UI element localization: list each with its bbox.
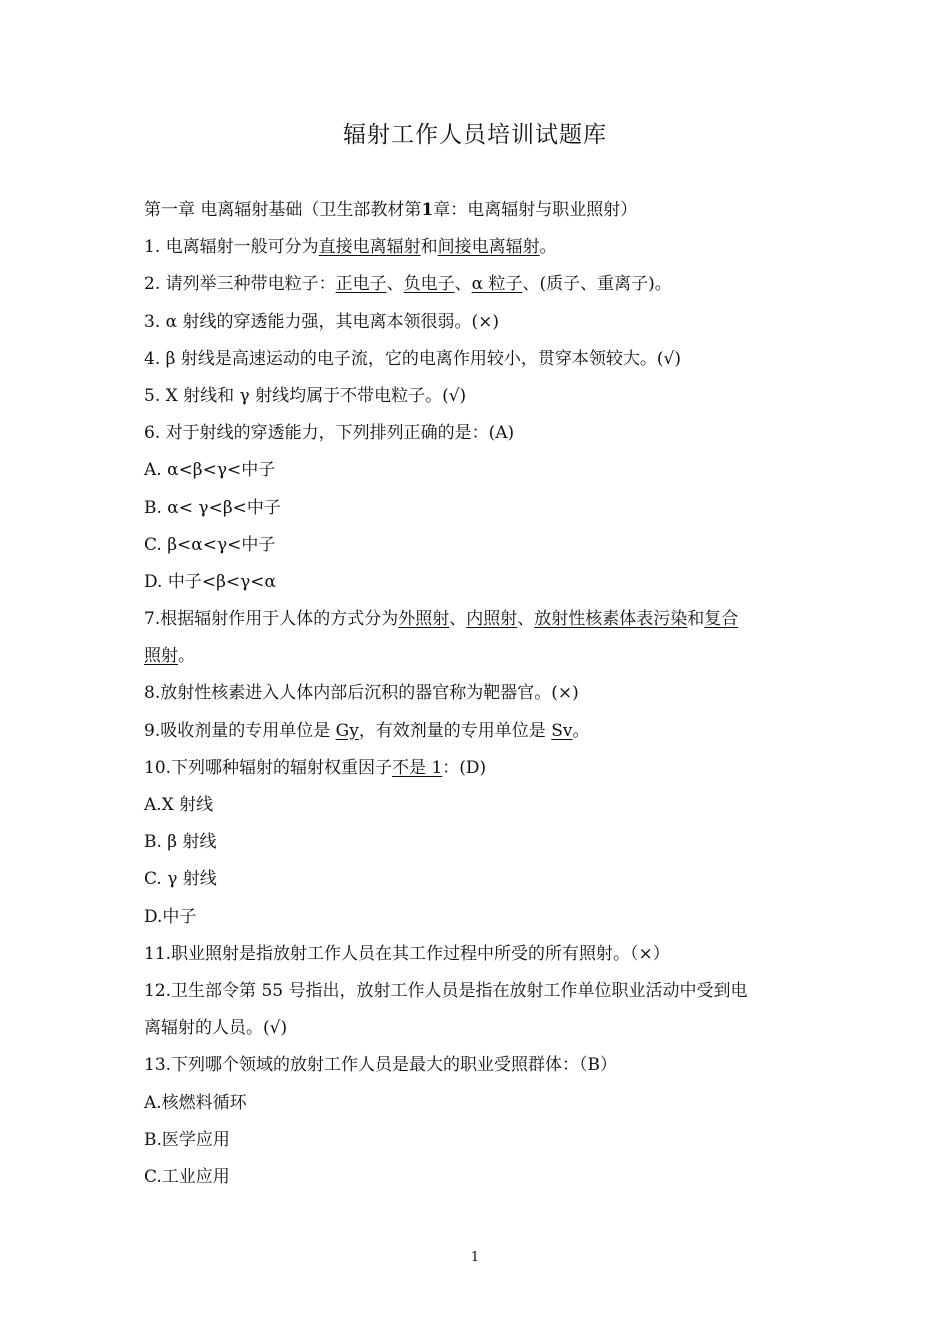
q1-answer-1: 直接电离辐射 <box>318 237 421 258</box>
q13-option-a: A.核燃料循环 <box>144 1092 247 1113</box>
q10-option-c: C. γ 射线 <box>144 869 217 890</box>
q2-answer-3: α 粒子 <box>471 274 523 295</box>
q2-sep-1: 、 <box>386 274 404 295</box>
q1-answer-2: 间接电离辐射 <box>437 237 540 258</box>
q7-sep-1: 、 <box>449 609 467 630</box>
q9-text-2: ，有效剂量的专用单位是 <box>358 720 552 741</box>
q7-answer-3: 放射性核素体表污染 <box>534 609 688 630</box>
q1-end: 。 <box>539 237 557 258</box>
chapter-number: 1 <box>421 200 434 220</box>
chapter-heading <box>144 192 810 229</box>
question-8: 8.放射性核素进入人体内部后沉积的器官称为靶器官。(×) <box>144 683 579 704</box>
question-7-cont <box>144 638 810 675</box>
q2-sep-2: 、 <box>454 274 472 295</box>
q10-option-d: D.中子 <box>144 906 197 927</box>
question-4: 4. β 射线是高速运动的电子流，它的电离作用较小，贯穿本领较大。(√) <box>144 348 681 369</box>
q10-underlined: 不是 1 <box>392 757 443 778</box>
chapter-prefix: 第一章 电离辐射基础（卫生部教材第 <box>144 200 422 220</box>
q7-answer-2: 内照射 <box>466 609 518 630</box>
question-11: 11.职业照射是指放射工作人员在其工作过程中所受的所有照射。（×） <box>144 943 670 964</box>
q6-option-b: B. α< γ<β<中子 <box>144 497 281 518</box>
q9-answer-2: Sv <box>551 720 573 741</box>
q7-answer-1: 外照射 <box>398 609 450 630</box>
question-12: 12.卫生部令第 55 号指出，放射工作人员是指在放射工作单位职业活动中受到电 <box>144 980 748 1001</box>
q9-text: 9.吸收剂量的专用单位是 <box>144 720 336 741</box>
q2-answer-2: 负电子 <box>403 274 455 295</box>
q13-option-c: C.工业应用 <box>144 1166 230 1187</box>
q7-text: 7.根据辐射作用于人体的方式分为 <box>144 609 399 630</box>
chapter-suffix: 章：电离辐射与职业照射） <box>433 200 638 220</box>
q1-connector: 和 <box>420 237 438 258</box>
question-2 <box>144 266 810 303</box>
q6-option-d: D. 中子<β<γ<α <box>144 571 277 592</box>
question-13: 13.下列哪个领域的放射工作人员是最大的职业受照群体：（B） <box>144 1055 618 1076</box>
q10-option-b: B. β 射线 <box>144 832 217 853</box>
q6-option-c: C. β<α<γ<中子 <box>144 534 276 555</box>
question-9 <box>144 713 810 750</box>
q7-end: 。 <box>178 646 195 667</box>
q7-answer-4b: 照射 <box>144 646 178 667</box>
question-7 <box>144 601 810 638</box>
question-10 <box>144 750 810 787</box>
q13-option-b: B.医学应用 <box>144 1129 230 1150</box>
q6-option-a: A. α<β<γ<中子 <box>144 460 276 481</box>
q10-option-a: A.X 射线 <box>144 795 214 815</box>
q10-end: ：(D) <box>442 757 487 778</box>
q7-sep-2: 、 <box>517 609 535 630</box>
q2-answer-1: 正电子 <box>335 274 387 295</box>
question-3: 3. α 射线的穿透能力强，其电离本领很弱。(×) <box>144 311 500 332</box>
q7-connector: 和 <box>687 609 705 630</box>
q9-end: 。 <box>572 720 590 741</box>
page-number: 1 <box>470 1250 480 1265</box>
question-5: 5. X 射线和 γ 射线均属于不带电粒子。(√) <box>144 385 467 406</box>
question-list <box>144 192 810 1196</box>
question-1 <box>144 229 810 266</box>
q10-text: 10.下列哪种辐射的辐射权重因子 <box>144 757 393 778</box>
document-title: 辐射工作人员培训试题库 <box>343 122 607 148</box>
q2-text: 2. 请列举三种带电粒子： <box>144 274 336 295</box>
q9-answer-1: Gy <box>335 720 359 741</box>
q2-end: 、(质子、重离子)。 <box>522 274 672 295</box>
question-6: 6. 对于射线的穿透能力，下列排列正确的是：(A) <box>144 423 515 444</box>
q7-answer-4a: 复合 <box>704 609 739 630</box>
q1-text: 1. 电离辐射一般可分为 <box>144 237 319 258</box>
question-12-cont: 离辐射的人员。(√) <box>144 1018 288 1039</box>
